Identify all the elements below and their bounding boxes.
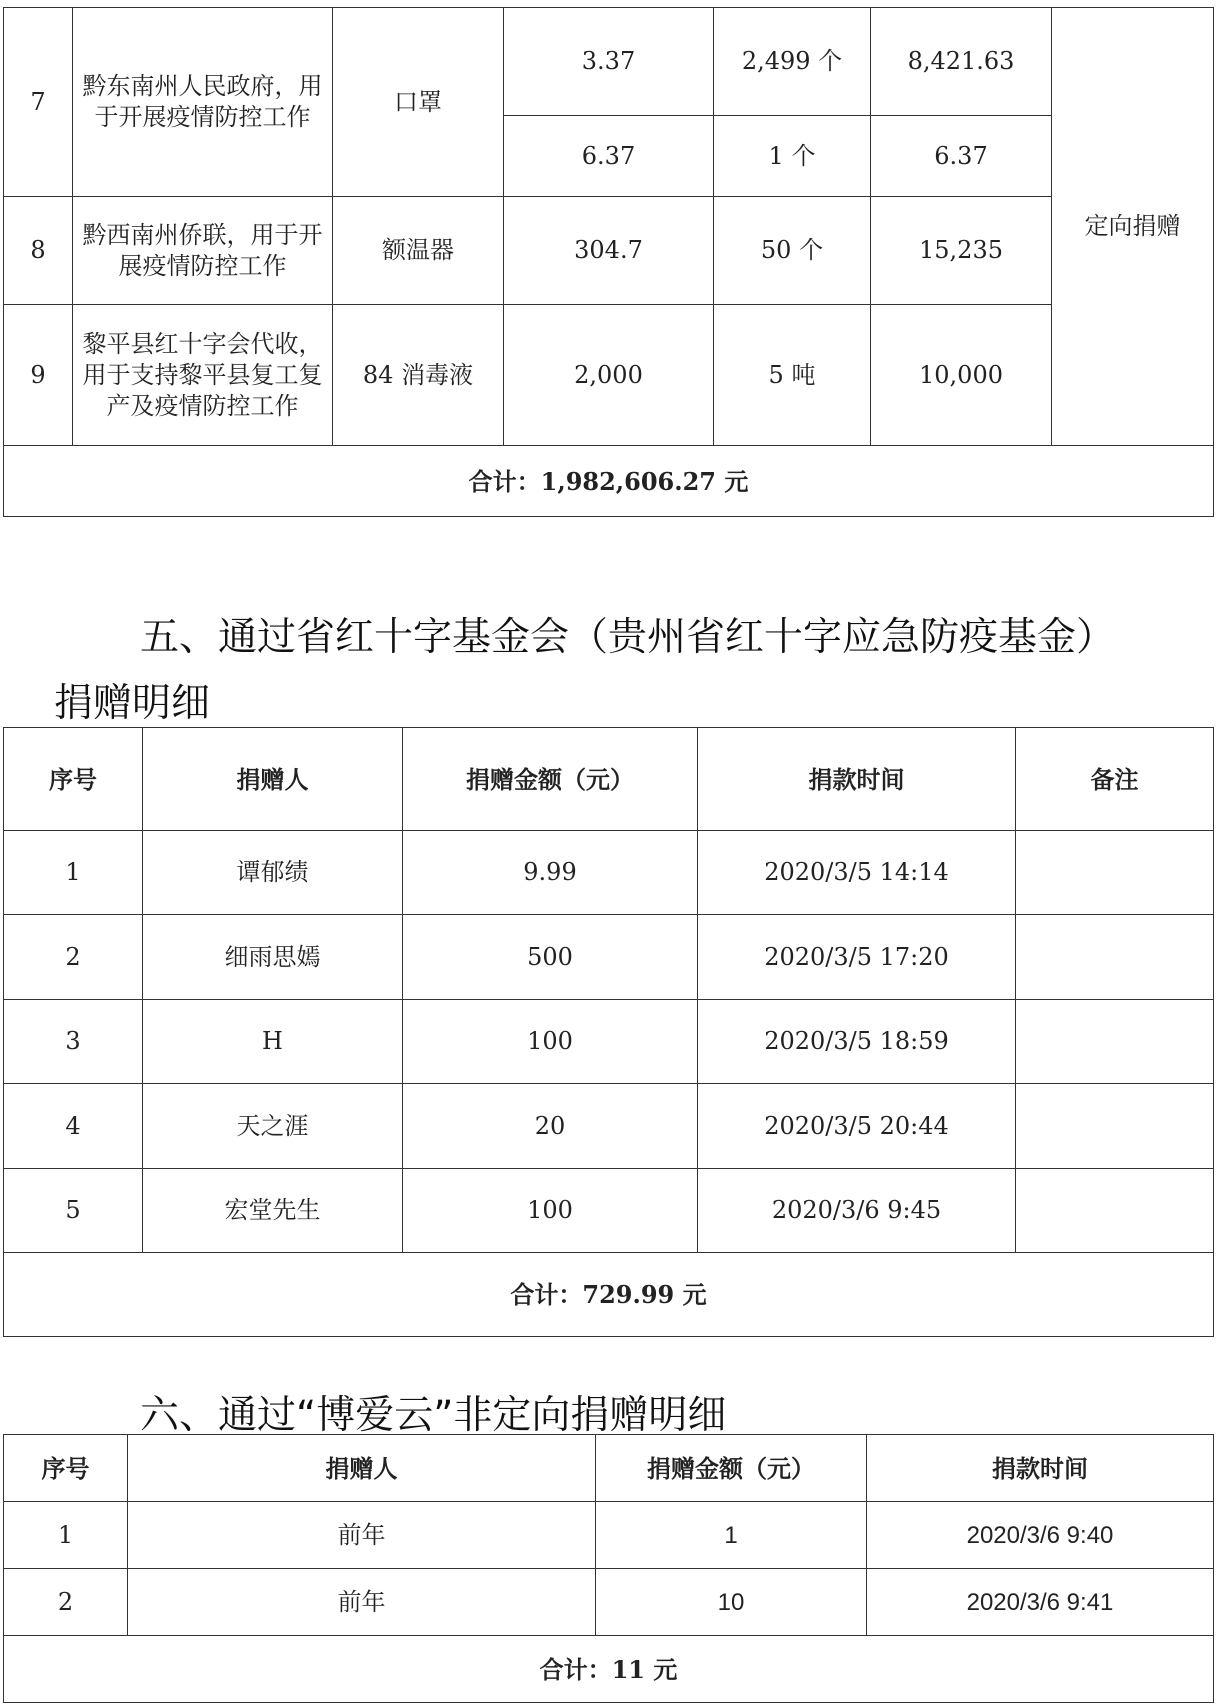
remark-cell [1016,1169,1214,1253]
amount-cell: 100 [403,1000,698,1084]
row-number: 8 [4,197,73,305]
total-row [4,446,1214,517]
amount-cell: 10 [596,1569,867,1636]
donor-cell: 前年 [128,1502,596,1569]
col-header-remark: 备注 [1016,728,1214,831]
donor-cell: 谭郁绩 [143,831,403,915]
donor-cell: 宏堂先生 [143,1169,403,1253]
amount-cell: 100 [403,1169,698,1253]
amount-cell: 10,000 [871,305,1052,446]
quantity-cell: 2,499 个 [714,8,871,116]
remark-cell [1016,831,1214,915]
table-row [4,831,1214,915]
donor-cell: 细雨思嫣 [143,915,403,1000]
table-row [4,1000,1214,1084]
amount-cell: 9.99 [403,831,698,915]
table-row [4,8,1214,116]
amount-cell: 6.37 [871,116,1052,197]
quantity-cell: 5 吨 [714,305,871,446]
amount-cell: 8,421.63 [871,8,1052,116]
table-row [4,1169,1214,1253]
amount-cell: 20 [403,1084,698,1169]
total-cell: 合计：11 元 [4,1636,1214,1703]
total-row [4,1253,1214,1337]
col-header-amount: 捐赠金额（元） [403,728,698,831]
amount-cell: 500 [403,915,698,1000]
row-number: 3 [4,1000,143,1084]
remark-cell [1016,915,1214,1000]
unit-price-cell: 6.37 [504,116,714,197]
time-cell: 2020/3/5 18:59 [698,1000,1016,1084]
total-cell: 合计：1,982,606.27 元 [4,446,1214,517]
table-row [4,1502,1214,1569]
quantity-cell: 1 个 [714,116,871,197]
time-cell: 2020/3/6 9:40 [867,1502,1214,1569]
table-row [4,1569,1214,1636]
item-cell: 额温器 [333,197,504,305]
recipient-cell: 黔东南州人民政府，用于开展疫情防控工作 [73,8,333,197]
red-cross-foundation-table [3,727,1214,1337]
time-cell: 2020/3/5 17:20 [698,915,1016,1000]
time-cell: 2020/3/6 9:41 [867,1569,1214,1636]
col-header-donor: 捐赠人 [143,728,403,831]
section-title-continued: 捐赠明细 [54,681,211,726]
donor-cell: H [143,1000,403,1084]
unit-price-cell: 3.37 [504,8,714,116]
row-number: 1 [4,831,143,915]
col-header-donor: 捐赠人 [128,1435,596,1502]
boai-cloud-table [3,1434,1214,1703]
unit-price-cell: 304.7 [504,197,714,305]
col-header-time: 捐款时间 [698,728,1016,831]
table-row [4,915,1214,1000]
header-row [4,728,1214,831]
row-number: 2 [4,1569,128,1636]
donor-cell: 前年 [128,1569,596,1636]
quantity-cell: 50 个 [714,197,871,305]
time-cell: 2020/3/6 9:45 [698,1169,1016,1253]
section-title: 五、通过省红十字基金会（贵州省红十字应急防疫基金） [140,615,1116,660]
donor-cell: 天之涯 [143,1084,403,1169]
donation-type-cell: 定向捐赠 [1052,8,1214,446]
row-number: 9 [4,305,73,446]
header-row [4,1435,1214,1502]
remark-cell [1016,1084,1214,1169]
row-number: 4 [4,1084,143,1169]
total-row [4,1636,1214,1703]
table-row [4,305,1214,446]
donation-goods-table [3,7,1214,517]
recipient-cell: 黎平县红十字会代收，用于支持黎平县复工复产及疫情防控工作 [73,305,333,446]
col-header-number: 序号 [4,1435,128,1502]
row-number: 2 [4,915,143,1000]
time-cell: 2020/3/5 14:14 [698,831,1016,915]
row-number: 1 [4,1502,128,1569]
item-cell: 84 消毒液 [333,305,504,446]
recipient-cell: 黔西南州侨联，用于开展疫情防控工作 [73,197,333,305]
item-cell: 口罩 [333,8,504,197]
row-number: 5 [4,1169,143,1253]
col-header-number: 序号 [4,728,143,831]
total-cell: 合计：729.99 元 [4,1253,1214,1337]
table-row [4,197,1214,305]
table-row [4,1084,1214,1169]
amount-cell: 1 [596,1502,867,1569]
section-title: 六、通过“博爱云”非定向捐赠明细 [140,1393,727,1438]
time-cell: 2020/3/5 20:44 [698,1084,1016,1169]
row-number: 7 [4,8,73,197]
unit-price-cell: 2,000 [504,305,714,446]
amount-cell: 15,235 [871,197,1052,305]
remark-cell [1016,1000,1214,1084]
col-header-amount: 捐赠金额（元） [596,1435,867,1502]
col-header-time: 捐款时间 [867,1435,1214,1502]
